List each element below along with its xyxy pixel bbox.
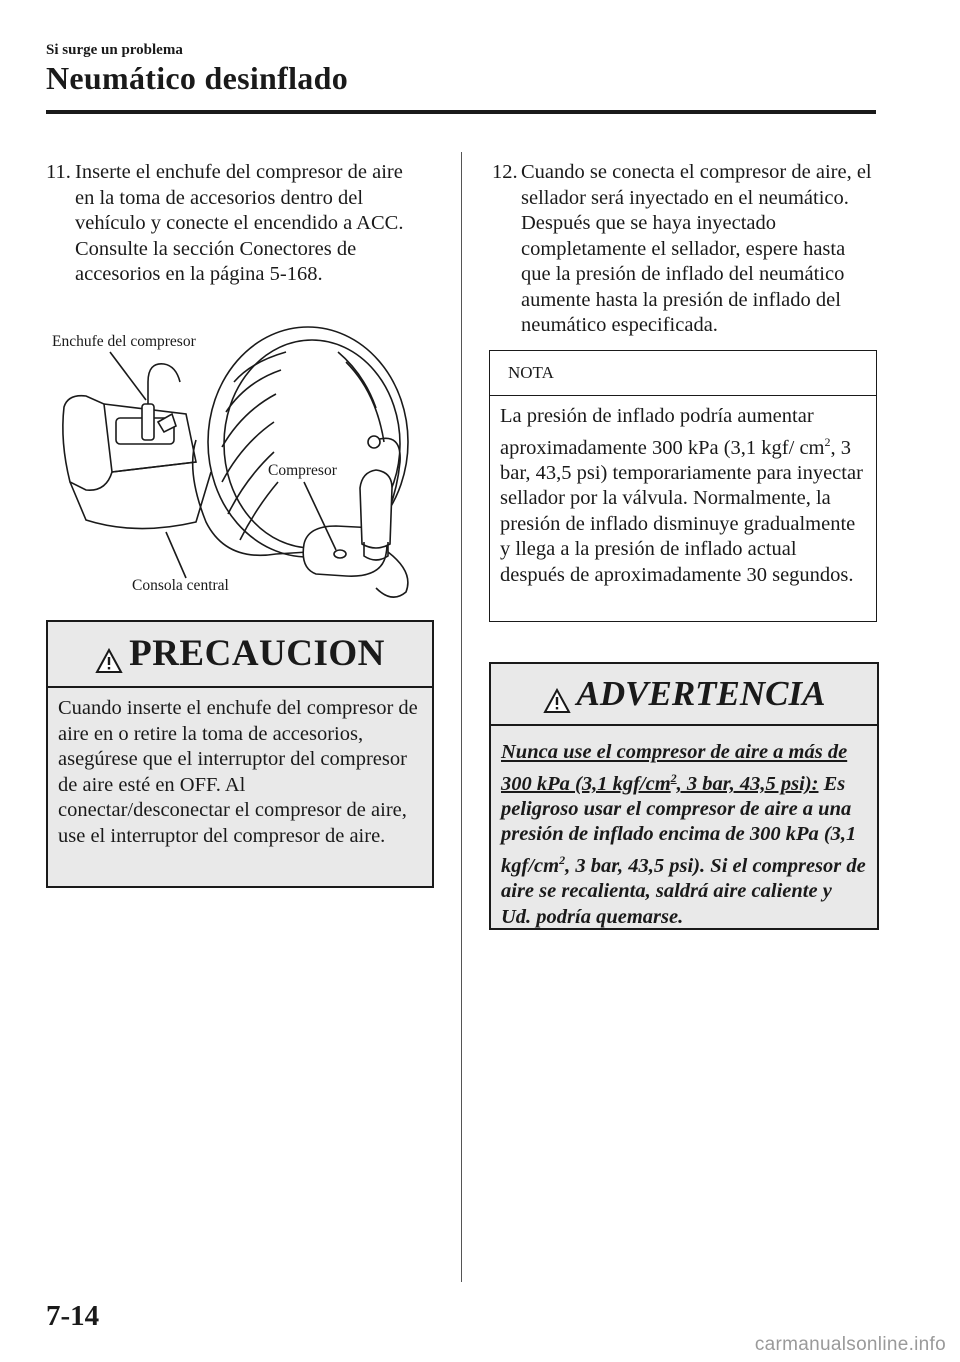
warning-box — [489, 662, 879, 930]
section-label: Si surge un problema — [46, 42, 183, 58]
warning-triangle-icon — [95, 648, 123, 674]
column-divider — [461, 152, 462, 1282]
step-text: Cuando se conecta el compresor de aire, el sellador será inyectado en el neumático. Después que se haya inyectado completamente el sellador, espere hasta que la presión de inflado del neumático aumente hasta la presión de inflado del neumático especificada. — [521, 161, 872, 336]
caution-header — [48, 622, 432, 688]
note-header — [490, 351, 876, 396]
warning-header — [491, 664, 877, 726]
page-title: Neumático desinflado — [46, 60, 348, 96]
caution-box — [46, 620, 434, 888]
watermark: carmanualsonline.info — [754, 1334, 946, 1355]
note-text: La presión de inflado podría aumentar aproximadamente 300 kPa (3,1 kgf/ $cm^2$, 3 bar, 43,5 psi) temporariamente para inyectar sellador por la válvula. Normalmente, la presión de inflado disminuye gradualmente y llega a la presión de inflado actual después de aproximadamente 30 segundos. — [500, 405, 863, 586]
step-12 — [492, 160, 872, 339]
note-box — [489, 350, 877, 622]
note-title: NOTA — [508, 363, 554, 382]
step-text: Inserte el enchufe del compresor de aire en la toma de accesorios dentro del vehículo y conecte el encendido a ACC. — [75, 161, 404, 234]
step-11 — [46, 160, 416, 288]
page-number: 7-14 — [46, 1300, 100, 1332]
title-rule — [46, 110, 876, 114]
warning-title: ADVERTENCIA — [576, 674, 826, 713]
warning-text: Nunca use el compresor de aire a más de 300 kPa (3,1 kgf/$cm^2$, 3 bar, 43,5 psi): Es peligroso usar el compresor de aire a una presión de inflado encima de 300 kPa (3,1 kgf/$cm^2$, 3 bar, 43,5 psi). Si el compresor de aire se recalienta, saldrá aire caliente y Ud. podría quemarse. — [501, 741, 866, 928]
caution-text: Cuando inserte el enchufe del compresor de aire en o retire la toma de accesorios, asegúrese que el interruptor del compresor de aire esté en OFF. Al conectar/desconectar el compresor de aire, use el interruptor del compresor de aire. — [58, 697, 418, 847]
compressor-illustration — [46, 322, 426, 612]
label-compressor-plug: Enchufe del compresor — [52, 333, 196, 350]
label-center-console: Consola central — [132, 577, 229, 594]
step-reference: Consulte la sección Conectores de accesorios en la página 5-168. — [75, 237, 357, 285]
step-number: 12. — [492, 161, 518, 183]
warning-triangle-icon — [543, 688, 571, 714]
label-compressor: Compresor — [268, 462, 337, 479]
caution-title: PRECAUCION — [129, 633, 385, 674]
step-number: 11. — [46, 161, 71, 183]
